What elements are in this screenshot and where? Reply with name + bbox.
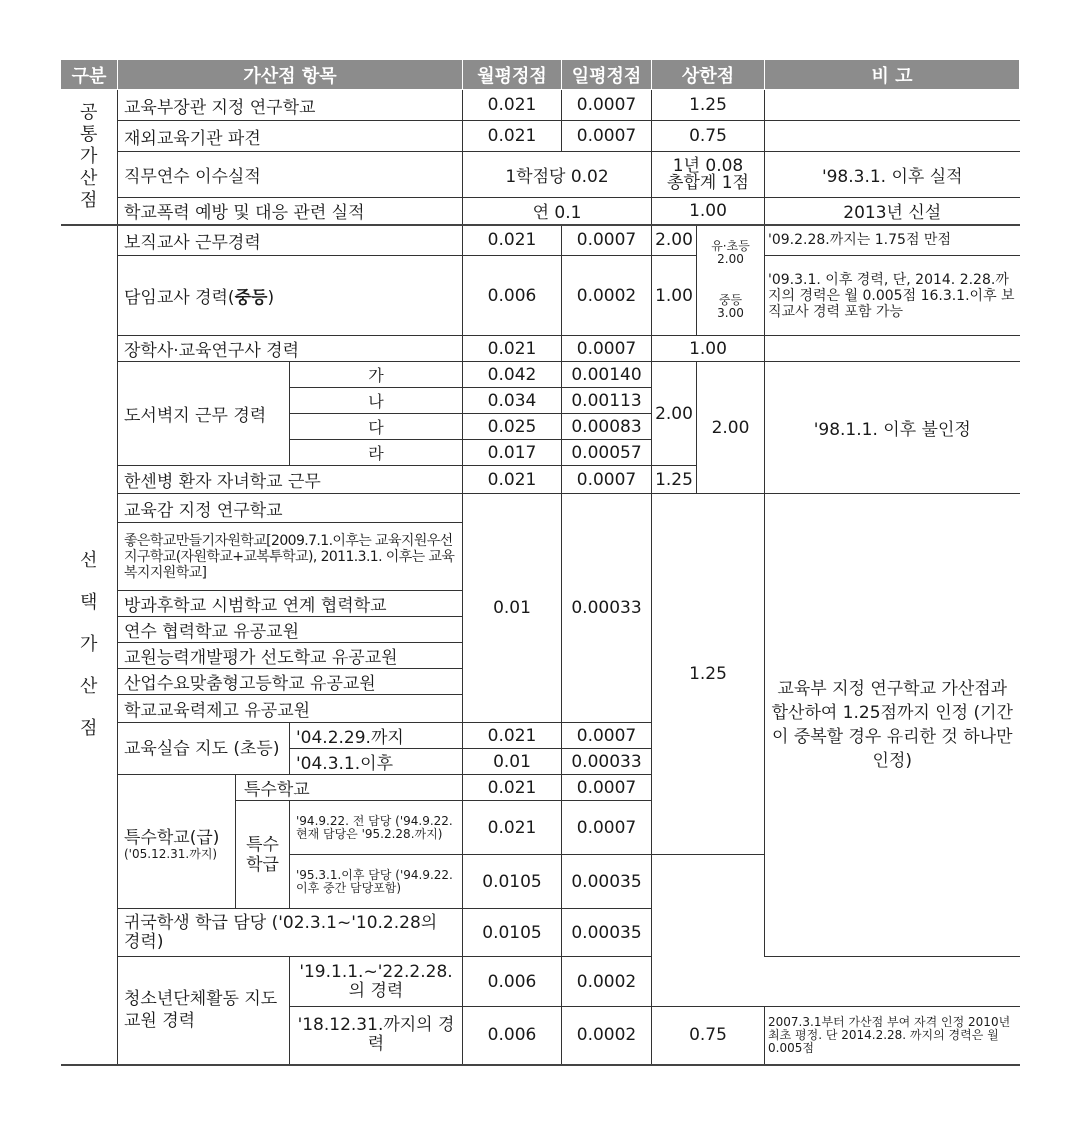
item-cell: 교육부장관 지정 연구학교 (118, 90, 463, 121)
item-cell: 청소년단체활동 지도교원 경력 (118, 957, 290, 1065)
header-note: 비 고 (765, 60, 1020, 90)
item-cell: 교원능력개발평가 선도학교 유공교원 (118, 643, 463, 669)
period-cell: '95.3.1.이후 담당 ('94.9.22. 이후 중간 담당포함) (290, 855, 463, 909)
period-cell: '04.3.1.이후 (290, 749, 463, 775)
period-cell: '04.2.29.까지 (290, 723, 463, 749)
monthly-cell: 0.021 (463, 466, 562, 494)
sub-cap-cell (697, 225, 765, 336)
rate-cell: 연 0.1 (463, 198, 652, 225)
item-cell: 교육실습 지도 (초등) (118, 723, 290, 775)
cap-cell: 2.00 (652, 362, 697, 466)
daily-cell: 0.00033 (562, 749, 652, 775)
daily-cell: 0.00035 (562, 909, 652, 957)
cap-cell: 0.75 (652, 1007, 765, 1065)
header-daily: 일평정점 (562, 60, 652, 90)
grade-cell: 가 (290, 362, 463, 388)
note-cell (765, 336, 1020, 362)
monthly-cell: 0.006 (463, 957, 562, 1007)
table-row (61, 225, 1020, 256)
item-cell: 한센병 환자 자녀학교 근무 (118, 466, 463, 494)
rate-cell: 1학점당 0.02 (463, 152, 652, 198)
daily-cell: 0.00035 (562, 855, 652, 909)
daily-cell: 0.0007 (562, 121, 652, 152)
item-text: 특수학교(급) (124, 827, 220, 848)
item-cell: 도서벽지 근무 경력 (118, 362, 290, 466)
table-row (61, 121, 1020, 152)
monthly-cell: 0.021 (463, 723, 562, 749)
monthly-cell: 0.021 (463, 121, 562, 152)
daily-cell: 0.00083 (562, 414, 652, 440)
monthly-cell: 0.006 (463, 1007, 562, 1065)
daily-cell: 0.0007 (562, 225, 652, 256)
item-cell: 산업수요맞춤형고등학교 유공교원 (118, 669, 463, 695)
sub-cap-value: 3.00 (717, 306, 744, 321)
item-cell: 연수 협력학교 유공교원 (118, 617, 463, 643)
category-label: 선택가산점 (80, 549, 98, 739)
school-cell: 특수학교 (236, 775, 463, 801)
note-cell: '09.3.1. 이후 경력, 단, 2014. 2.28.까지의 경력은 월 0.005점 16.3.1.이후 보직교사 경력 포함 가능 (765, 256, 1020, 336)
period-cell: '18.12.31.까지의 경력 (290, 1007, 463, 1065)
table-row (61, 336, 1020, 362)
monthly-cell: 0.0105 (463, 855, 562, 909)
item-emphasis: 중등 (234, 288, 268, 308)
period-cell: '19.1.1.~'22.2.28.의 경력 (290, 957, 463, 1007)
note-cell: '98.1.1. 이후 불인정 (765, 362, 1020, 494)
optional-category (61, 225, 118, 1065)
sub-cap-label: 유·초등 (711, 239, 750, 254)
item-cell: 귀국학생 학급 담당 ('02.3.1~'10.2.28의 경력) (118, 909, 463, 957)
header-item: 가산점 항목 (118, 60, 463, 90)
monthly-cell: 0.006 (463, 256, 562, 336)
header-gubun: 구분 (61, 60, 118, 90)
daily-cell: 0.0002 (562, 1007, 652, 1065)
note-cell: '98.3.1. 이후 실적 (765, 152, 1020, 198)
cap-cell: 1.25 (652, 466, 697, 494)
cap-cell: 1.25 (652, 90, 765, 121)
item-cell (118, 256, 463, 336)
cap-cell (652, 152, 765, 198)
monthly-cell: 0.021 (463, 775, 562, 801)
bonus-points-table (60, 59, 1020, 1066)
item-cell: 학교교육력제고 유공교원 (118, 695, 463, 723)
item-cell: 학교폭력 예방 및 대응 관련 실적 (118, 198, 463, 225)
monthly-cell: 0.017 (463, 440, 562, 466)
monthly-cell: 0.025 (463, 414, 562, 440)
item-cell: 직무연수 이수실적 (118, 152, 463, 198)
daily-cell: 0.00113 (562, 388, 652, 414)
note-cell: 2013년 신설 (765, 198, 1020, 225)
header-row (61, 60, 1020, 90)
table-row (61, 957, 1020, 1007)
daily-cell: 0.0007 (562, 775, 652, 801)
monthly-cell: 0.021 (463, 801, 562, 855)
class-label-cell: 특수학급 (236, 801, 290, 909)
monthly-cell: 0.01 (463, 749, 562, 775)
note-cell: 교육부 지정 연구학교 가산점과 합산하여 1.25점까지 인정 (기간이 중복할 경우 유리한 것 하나만 인정) (765, 494, 1020, 957)
daily-cell: 0.00057 (562, 440, 652, 466)
header-monthly: 월평정점 (463, 60, 562, 90)
note-cell: '09.2.28.까지는 1.75점 만점 (765, 225, 1020, 256)
period-cell: '94.9.22. 전 담당 ('94.9.22. 현재 담당은 '95.2.28.까지) (290, 801, 463, 855)
header-cap: 상한점 (652, 60, 765, 90)
item-cell: 재외교육기관 파견 (118, 121, 463, 152)
table-row (61, 198, 1020, 225)
grade-cell: 나 (290, 388, 463, 414)
daily-cell: 0.0002 (562, 957, 652, 1007)
monthly-cell: 0.01 (463, 494, 562, 723)
cap-cell: 1.00 (652, 336, 765, 362)
monthly-cell: 0.021 (463, 225, 562, 256)
daily-cell: 0.00033 (562, 494, 652, 723)
daily-cell: 0.00140 (562, 362, 652, 388)
category-label: 공통가산점 (80, 101, 98, 211)
item-cell: 좋은학교만들기자원학교[2009.7.1.이후는 교육지원우선지구학교(자원학교+교복투학교), 2011.3.1. 이후는 교육복지지원학교] (118, 523, 463, 591)
note-cell: 2007.3.1부터 가산점 부여 자격 인정 2010년 최초 평정. 단 2014.2.28. 까지의 경력은 월 0.005점 (765, 1007, 1020, 1065)
daily-cell: 0.0007 (562, 723, 652, 749)
daily-cell: 0.0007 (562, 336, 652, 362)
monthly-cell: 0.021 (463, 90, 562, 121)
daily-cell: 0.0007 (562, 90, 652, 121)
item-cell: 교육감 지정 연구학교 (118, 494, 463, 523)
monthly-cell: 0.021 (463, 336, 562, 362)
table-row (61, 494, 1020, 523)
table-row (61, 362, 1020, 388)
table-row (61, 90, 1020, 121)
cap-cell: 1.25 (652, 494, 765, 855)
cap-cell: 1.00 (652, 256, 697, 336)
daily-cell: 0.0007 (562, 801, 652, 855)
common-category (61, 90, 118, 225)
item-cell: 장학사·교육연구사 경력 (118, 336, 463, 362)
note-cell (765, 90, 1020, 121)
cap-cell: 1.00 (652, 198, 765, 225)
item-text: 담임교사 경력( (124, 288, 235, 308)
grade-cell: 다 (290, 414, 463, 440)
item-cell: 보직교사 근무경력 (118, 225, 463, 256)
note-cell (765, 121, 1020, 152)
grade-cell: 라 (290, 440, 463, 466)
daily-cell: 0.0007 (562, 466, 652, 494)
cap-line: 1년 0.08 (672, 155, 744, 176)
sub-cap-label: 중등 (718, 293, 743, 308)
sub-cap-value: 2.00 (717, 252, 744, 267)
daily-cell: 0.0002 (562, 256, 652, 336)
item-cell: 방과후학교 시범학교 연계 협력학교 (118, 591, 463, 617)
item-note: ('05.12.31.까지) (124, 846, 218, 861)
monthly-cell: 0.0105 (463, 909, 562, 957)
table-row (61, 152, 1020, 198)
cap-cell: 2.00 (697, 362, 765, 494)
table-row (61, 256, 1020, 336)
item-text: ) (267, 288, 275, 308)
item-cell (118, 775, 236, 909)
cap-line: 총합계 1점 (667, 172, 749, 193)
cap-cell: 2.00 (652, 225, 697, 256)
monthly-cell: 0.034 (463, 388, 562, 414)
monthly-cell: 0.042 (463, 362, 562, 388)
cap-cell: 0.75 (652, 121, 765, 152)
